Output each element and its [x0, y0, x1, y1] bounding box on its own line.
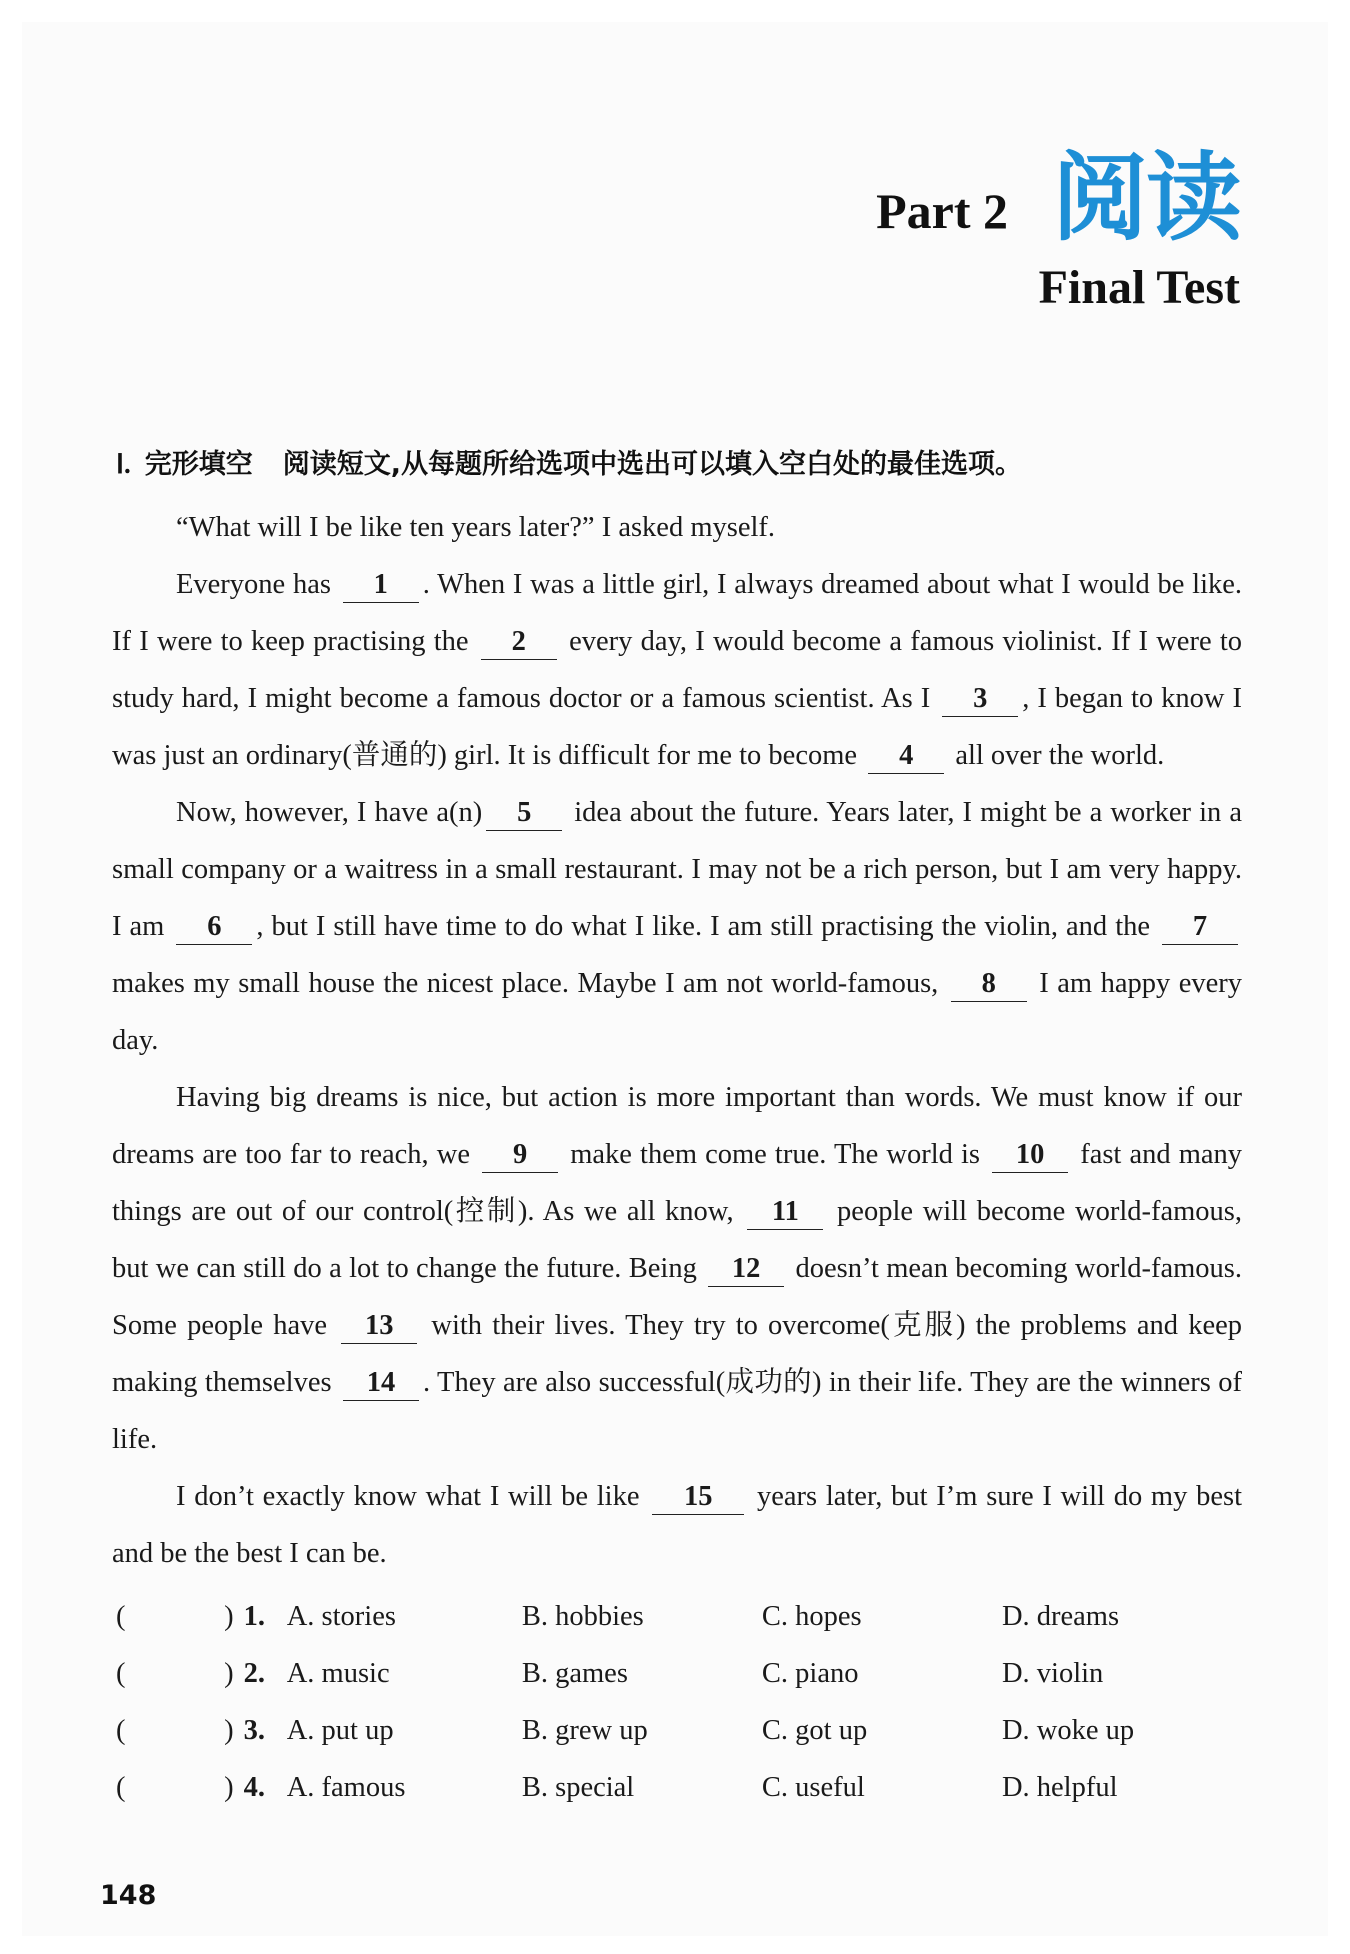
passage-paragraph-2: Everyone has 1 . When I was a little girl, I always dreamed about what I would be like. If I were to keep practising the 2 every day, I would become a famous violinist. If I were to study hard, I might become a famous doctor or a famous scientist. As I 3 , I began to know I was just an ordinary(普通的) girl. It is difficult for me to become 4 all over the world.: [112, 556, 1242, 784]
passage-paragraph-4: Having big dreams is nice, but action is more important than words. We must know if our dreams are too far to reach, we 9 make them come true. The world is 10 fast and many things are out of our control(控制). As we all know, 11 people will become world-famous, but we can still do a lot to change the future. Being 12 doesn’t mean becoming world-famous. Some people have 13 with their lives. They try to overcome(克服) the problems and keep making themselves 14 . They are also successful(成功的) in their life. They are the winners of life.: [112, 1082, 1243, 1455]
blank-2: 2: [481, 625, 557, 660]
question-number: 1.: [243, 1600, 265, 1632]
option-b: B. grew up: [521, 1714, 648, 1746]
question-number: 3.: [243, 1714, 265, 1746]
option-d: D. dreams: [1001, 1600, 1120, 1632]
option-a: A. stories: [286, 1600, 396, 1632]
question-number: 4.: [243, 1771, 265, 1803]
option-a: A. famous: [286, 1771, 406, 1803]
answer-parentheses[interactable]: ( ): [116, 1771, 234, 1803]
blank-11: 11: [747, 1195, 823, 1230]
blank-5: 5: [486, 796, 562, 831]
option-d: D. violin: [1001, 1657, 1104, 1689]
question-row-1: [112, 1588, 1242, 1645]
question-number: 2.: [243, 1657, 265, 1689]
blank-12: 12: [708, 1252, 784, 1287]
part-line: [876, 142, 1240, 254]
option-a: A. put up: [286, 1714, 394, 1746]
blank-3: 3: [942, 682, 1018, 717]
option-b: B. hobbies: [521, 1600, 644, 1632]
section-heading: [116, 442, 1242, 481]
part-label: Part 2: [876, 183, 1008, 239]
answer-options: [112, 1588, 1242, 1816]
blank-1: 1: [343, 568, 419, 603]
answer-parentheses[interactable]: ( ): [116, 1600, 234, 1632]
main-content: [112, 442, 1242, 1816]
blank-14: 14: [343, 1366, 419, 1401]
blank-9: 9: [482, 1138, 558, 1173]
page-header: [876, 142, 1240, 314]
question-row-2: [112, 1645, 1242, 1702]
question-row-4: [112, 1759, 1242, 1816]
passage-paragraph-5: I don’t exactly know what I will be like 15 years later, but I’m sure I will do my best and be the best I can be.: [112, 1481, 1242, 1569]
option-c: C. piano: [761, 1657, 859, 1689]
blank-7: 7: [1162, 910, 1238, 945]
option-d: D. helpful: [1001, 1771, 1118, 1803]
blank-15: 15: [652, 1480, 744, 1515]
option-c: C. got up: [761, 1714, 868, 1746]
blank-4: 4: [868, 739, 944, 774]
blank-6: 6: [176, 910, 252, 945]
answer-parentheses[interactable]: ( ): [116, 1657, 234, 1689]
option-a: A. music: [286, 1657, 390, 1689]
blank-13: 13: [341, 1309, 417, 1344]
page-number: 148: [100, 1880, 157, 1911]
answer-parentheses[interactable]: ( ): [116, 1714, 234, 1746]
option-d: D. woke up: [1001, 1714, 1135, 1746]
question-row-3: [112, 1702, 1242, 1759]
option-b: B. games: [521, 1657, 628, 1689]
section-title: 阅读: [1052, 142, 1240, 254]
passage-paragraph-3: Now, however, I have a(n) 5 idea about the future. Years later, I might be a worker in a small company or a waitress in a small restaurant. I may not be a rich person, but I am very happy. I am 6 , but I still have time to do what I like. I am still practising the violin, and the 7 makes my small house the nicest place. Maybe I am not world-famous, 8 I am happy every day.: [112, 797, 1243, 1056]
final-test-subtitle: Final Test: [1038, 261, 1240, 314]
section-instruction: 阅读短文,从每题所给选项中选出可以填入空白处的最佳选项。: [282, 449, 1022, 480]
option-b: B. special: [521, 1771, 635, 1803]
passage-paragraph-1: “What will I be like ten years later?” I asked myself.: [176, 512, 776, 543]
option-c: C. useful: [761, 1771, 865, 1803]
blank-10: 10: [992, 1138, 1068, 1173]
option-c: C. hopes: [761, 1600, 862, 1632]
cloze-passage: [112, 499, 1242, 1582]
section-title-cn: 完形填空: [144, 449, 253, 480]
blank-8: 8: [951, 967, 1027, 1002]
section-number: Ⅰ.: [116, 449, 131, 479]
